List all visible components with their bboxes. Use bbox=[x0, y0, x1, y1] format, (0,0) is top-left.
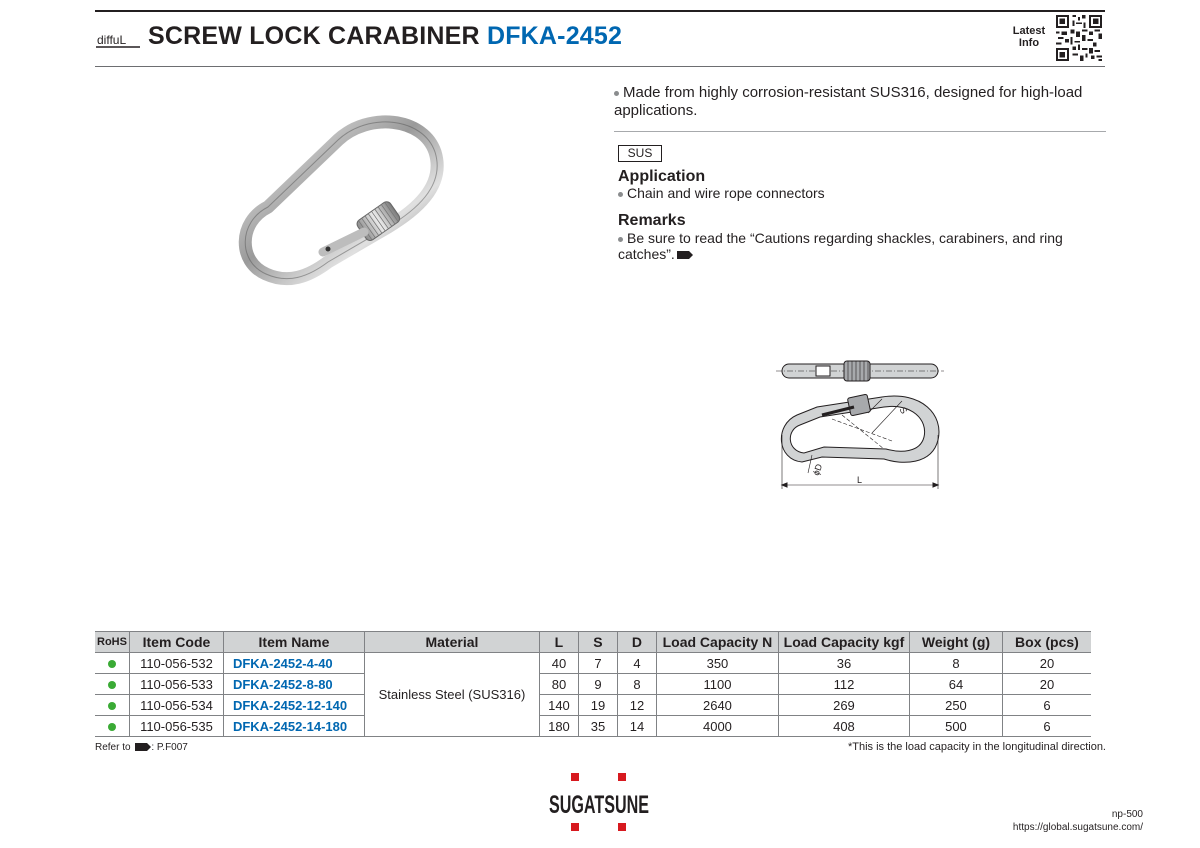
rohs-cell bbox=[95, 674, 129, 695]
item-name-link[interactable]: DFKA-2452-8-80 bbox=[223, 674, 364, 695]
load-kgf-cell: 269 bbox=[778, 695, 909, 716]
refer-note bbox=[95, 742, 188, 753]
l-cell: 80 bbox=[539, 674, 578, 695]
rohs-compliant-icon bbox=[108, 702, 116, 710]
remarks-heading: Remarks bbox=[618, 212, 686, 229]
dim-label-l: L bbox=[857, 475, 863, 485]
remarks-item bbox=[618, 230, 1088, 262]
col-material: Material bbox=[364, 632, 539, 653]
load-n-cell: 4000 bbox=[656, 716, 778, 737]
title-model: DFKA-2452 bbox=[486, 22, 623, 50]
s-cell: 7 bbox=[578, 653, 617, 674]
col-rohs: RoHS bbox=[95, 632, 129, 653]
item-name-link[interactable]: DFKA-2452-12-140 bbox=[223, 695, 364, 716]
weight-cell: 8 bbox=[909, 653, 1002, 674]
load-capacity-note: *This is the load capacity in the longitudinal direction. bbox=[847, 741, 1106, 753]
load-kgf-cell: 408 bbox=[778, 716, 909, 737]
material-cell: Stainless Steel (SUS316) bbox=[364, 653, 539, 737]
item-name-link[interactable]: DFKA-2452-14-180 bbox=[223, 716, 364, 737]
rohs-cell bbox=[95, 716, 129, 737]
description-divider bbox=[614, 131, 1106, 132]
diffu-brand-logo bbox=[96, 28, 140, 50]
item-code-cell: 110-056-535 bbox=[129, 716, 223, 737]
weight-cell: 500 bbox=[909, 716, 1002, 737]
l-cell: 140 bbox=[539, 695, 578, 716]
table-row bbox=[95, 716, 1091, 737]
l-cell: 180 bbox=[539, 716, 578, 737]
item-name-link[interactable]: DFKA-2452-4-40 bbox=[223, 653, 364, 674]
d-cell: 14 bbox=[617, 716, 656, 737]
col-load-kgf: Load Capacity kgf bbox=[778, 632, 909, 653]
latest-info-label bbox=[1006, 25, 1052, 49]
s-cell: 9 bbox=[578, 674, 617, 695]
technical-drawing bbox=[772, 355, 947, 495]
s-cell: 19 bbox=[578, 695, 617, 716]
rohs-compliant-icon bbox=[108, 723, 116, 731]
rohs-cell bbox=[95, 695, 129, 716]
rohs-compliant-icon bbox=[108, 660, 116, 668]
box-cell: 6 bbox=[1002, 716, 1091, 737]
col-item-name: Item Name bbox=[223, 632, 364, 653]
title-prefix: SCREW LOCK CARABINER bbox=[148, 22, 480, 50]
application-text: Chain and wire rope connectors bbox=[627, 185, 825, 201]
load-n-cell: 2640 bbox=[656, 695, 778, 716]
item-code-cell: 110-056-533 bbox=[129, 674, 223, 695]
latest-line2: Info bbox=[1018, 37, 1040, 49]
header-top-rule bbox=[95, 10, 1105, 12]
weight-cell: 250 bbox=[909, 695, 1002, 716]
table-row bbox=[95, 653, 1091, 674]
product-description bbox=[614, 84, 1090, 120]
col-d: D bbox=[617, 632, 656, 653]
rohs-cell bbox=[95, 653, 129, 674]
page-number: np-500 bbox=[1111, 809, 1143, 820]
spec-table bbox=[95, 631, 1091, 737]
carabiner-product-image bbox=[228, 112, 453, 302]
svg-text:diffuL: diffuL bbox=[97, 33, 127, 47]
d-cell: 8 bbox=[617, 674, 656, 695]
description-text: Made from highly corrosion-resistant SUS316, designed for high-load applications. bbox=[614, 84, 1083, 119]
refer-prefix: Refer to bbox=[95, 742, 131, 753]
col-item-code: Item Code bbox=[129, 632, 223, 653]
bullet-dot-icon bbox=[618, 192, 623, 197]
dim-label-d: ϕD bbox=[810, 462, 825, 477]
svg-text:SUGATSUNE: SUGATSUNE bbox=[549, 791, 649, 819]
rohs-compliant-icon bbox=[108, 681, 116, 689]
box-cell: 6 bbox=[1002, 695, 1091, 716]
page-title bbox=[148, 22, 622, 51]
load-kgf-cell: 112 bbox=[778, 674, 909, 695]
col-l: L bbox=[539, 632, 578, 653]
col-load-n: Load Capacity N bbox=[656, 632, 778, 653]
footer-url[interactable]: https://global.sugatsune.com/ bbox=[1012, 822, 1143, 833]
reference-arrow-icon[interactable] bbox=[677, 251, 689, 259]
d-cell: 12 bbox=[617, 695, 656, 716]
sugatsune-logo bbox=[544, 773, 654, 833]
material-tag: SUS bbox=[618, 145, 662, 162]
qr-code-icon[interactable] bbox=[1056, 15, 1102, 61]
application-heading: Application bbox=[618, 168, 706, 185]
bullet-dot-icon bbox=[614, 91, 619, 96]
item-code-cell: 110-056-532 bbox=[129, 653, 223, 674]
load-kgf-cell: 36 bbox=[778, 653, 909, 674]
table-row bbox=[95, 695, 1091, 716]
remarks-text: Be sure to read the “Cautions regarding shackles, carabiners, and ring catches”. bbox=[618, 230, 1063, 262]
box-cell: 20 bbox=[1002, 674, 1091, 695]
load-n-cell: 1100 bbox=[656, 674, 778, 695]
col-weight: Weight (g) bbox=[909, 632, 1002, 653]
reference-arrow-icon[interactable] bbox=[135, 743, 147, 751]
latest-line1: Latest bbox=[1012, 25, 1046, 37]
bullet-dot-icon bbox=[618, 237, 623, 242]
col-box: Box (pcs) bbox=[1002, 632, 1091, 653]
box-cell: 20 bbox=[1002, 653, 1091, 674]
table-header-row bbox=[95, 632, 1091, 653]
load-n-cell: 350 bbox=[656, 653, 778, 674]
weight-cell: 64 bbox=[909, 674, 1002, 695]
application-item bbox=[618, 185, 825, 201]
l-cell: 40 bbox=[539, 653, 578, 674]
refer-page[interactable]: : P.F007 bbox=[151, 742, 188, 753]
header-bottom-rule bbox=[95, 66, 1105, 67]
col-s: S bbox=[578, 632, 617, 653]
item-code-cell: 110-056-534 bbox=[129, 695, 223, 716]
s-cell: 35 bbox=[578, 716, 617, 737]
d-cell: 4 bbox=[617, 653, 656, 674]
dim-label-s: S bbox=[897, 405, 910, 416]
table-row bbox=[95, 674, 1091, 695]
